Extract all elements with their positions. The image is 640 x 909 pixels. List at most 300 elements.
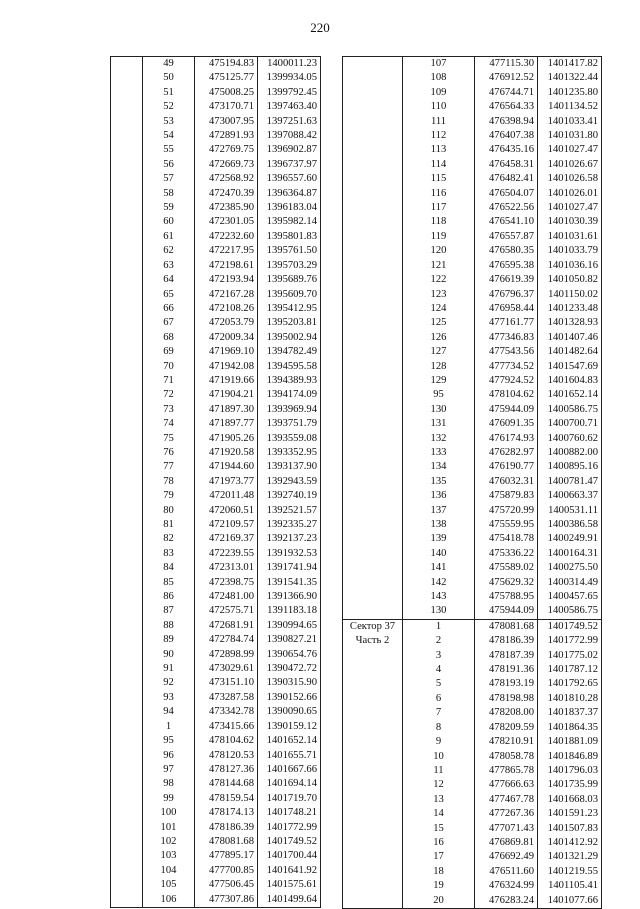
point-number: 57 [143,172,195,186]
section-cell [111,504,143,518]
section-cell [111,388,143,402]
section-cell [111,71,143,85]
coordinate-x: 478193.19 [475,677,538,691]
coordinate-y: 1400314.49 [538,576,602,590]
table-row [343,172,602,186]
coordinate-x: 476912.52 [475,71,538,85]
coordinates-table-right [342,56,602,909]
section-cell [111,662,143,676]
section-label-sector: Сектор 37 [349,620,396,632]
table-row [111,86,321,100]
section-cell [111,619,143,633]
coordinate-x: 472784.74 [195,633,258,647]
section-cell [343,230,403,244]
coordinate-y: 1396183.04 [258,201,321,215]
coordinate-y: 1401412.92 [538,836,602,850]
table-row [111,849,321,863]
point-number: 9 [403,735,475,749]
coordinate-x: 472239.55 [195,547,258,561]
section-cell [343,331,403,345]
coordinate-y: 1390159.12 [258,720,321,734]
coordinate-y: 1395801.83 [258,230,321,244]
coordinate-y: 1401150.02 [538,288,602,302]
point-number: 105 [143,878,195,892]
coordinate-y: 1401050.82 [538,273,602,287]
coordinate-x: 471919.66 [195,374,258,388]
point-number: 81 [143,518,195,532]
table-row [111,749,321,763]
coordinate-y: 1401719.70 [258,792,321,806]
point-number: 67 [143,316,195,330]
coordinate-y: 1393969.94 [258,403,321,417]
section-cell [343,100,403,114]
coordinate-x: 476458.31 [475,158,538,172]
coordinate-y: 1401031.61 [538,230,602,244]
table-row [111,619,321,633]
point-number: 1 [143,720,195,734]
coordinate-y: 1401482.64 [538,345,602,359]
section-cell [343,360,403,374]
section-label-cell [343,619,403,908]
coordinate-x: 476580.35 [475,244,538,258]
coordinate-y: 1401796.03 [538,764,602,778]
section-cell [111,705,143,719]
point-number: 62 [143,244,195,258]
coordinate-y: 1400164.31 [538,547,602,561]
point-number: 127 [403,345,475,359]
coordinate-x: 472193.94 [195,273,258,287]
point-number: 65 [143,288,195,302]
coordinate-x: 476482.41 [475,172,538,186]
point-number: 7 [403,706,475,720]
point-number: 140 [403,547,475,561]
point-number: 13 [403,793,475,807]
coordinate-x: 477506.45 [195,878,258,892]
coordinate-y: 1400586.75 [538,403,602,417]
section-cell [343,244,403,258]
point-number: 91 [143,662,195,676]
coordinate-y: 1393137.90 [258,460,321,474]
section-cell [111,475,143,489]
coordinate-x: 476522.56 [475,201,538,215]
coordinate-x: 476032.31 [475,475,538,489]
coordinate-y: 1396557.60 [258,172,321,186]
section-cell [111,792,143,806]
coordinate-y: 1392740.19 [258,489,321,503]
coordinate-x: 478081.68 [475,619,538,634]
section-cell [111,259,143,273]
table-row [111,561,321,575]
point-number: 52 [143,100,195,114]
table-row [343,288,602,302]
table-row [343,331,602,345]
coordinate-y: 1395203.81 [258,316,321,330]
coordinate-y: 1401604.83 [538,374,602,388]
point-number: 118 [403,215,475,229]
table-row [111,691,321,705]
table-row [111,648,321,662]
coordinate-y: 1400895.16 [538,460,602,474]
coordinate-y: 1390994.65 [258,619,321,633]
coordinate-x: 473029.61 [195,662,258,676]
coordinate-x: 472898.99 [195,648,258,662]
section-cell [111,676,143,690]
point-number: 142 [403,576,475,590]
point-number: 138 [403,518,475,532]
point-number: 128 [403,360,475,374]
coordinate-y: 1395761.50 [258,244,321,258]
point-number: 71 [143,374,195,388]
section-cell [343,460,403,474]
section-cell [343,201,403,215]
section-cell [343,158,403,172]
coordinates-table-left [110,56,321,908]
coordinate-x: 472470.39 [195,187,258,201]
coordinate-y: 1392943.59 [258,475,321,489]
coordinate-y: 1400531.11 [538,504,602,518]
point-number: 64 [143,273,195,287]
point-number: 95 [403,388,475,402]
coordinate-x: 476958.44 [475,302,538,316]
coordinate-x: 477267.36 [475,807,538,821]
coordinate-y: 1401031.80 [538,129,602,143]
coordinate-y: 1401328.93 [538,316,602,330]
coordinate-y: 1400457.65 [538,590,602,604]
coordinate-x: 472398.75 [195,576,258,590]
table-row [111,777,321,791]
table-row [111,705,321,719]
section-cell [343,561,403,575]
coordinate-y: 1399792.45 [258,86,321,100]
point-number: 19 [403,879,475,893]
coordinate-y: 1401652.14 [538,388,602,402]
coordinate-x: 476091.35 [475,417,538,431]
point-number: 107 [403,57,475,72]
coordinate-x: 478191.36 [475,663,538,677]
section-cell [343,215,403,229]
table-row [111,158,321,172]
coordinate-y: 1393559.08 [258,432,321,446]
coordinate-x: 472232.60 [195,230,258,244]
section-cell [111,57,143,72]
coordinate-x: 477115.30 [475,57,538,72]
coordinate-x: 472108.26 [195,302,258,316]
coordinate-y: 1400760.62 [538,432,602,446]
section-cell [111,172,143,186]
coordinate-y: 1401499.64 [258,893,321,908]
section-cell [111,158,143,172]
table-row [111,864,321,878]
point-number: 98 [143,777,195,791]
section-cell [111,446,143,460]
coordinate-y: 1390090.65 [258,705,321,719]
coordinate-x: 473415.66 [195,720,258,734]
table-row [111,57,321,72]
section-cell [111,806,143,820]
coordinate-y: 1390472.72 [258,662,321,676]
section-cell [111,849,143,863]
coordinate-y: 1401735.99 [538,778,602,792]
coordinate-x: 472011.48 [195,489,258,503]
coordinate-x: 472109.57 [195,518,258,532]
point-number: 55 [143,143,195,157]
section-cell [111,331,143,345]
table-row [111,532,321,546]
table-row [343,100,602,114]
table-row [343,532,602,546]
coordinate-y: 1401417.82 [538,57,602,72]
table-row [111,518,321,532]
coordinate-y: 1391741.94 [258,561,321,575]
section-cell [343,187,403,201]
coordinate-y: 1401846.89 [538,750,602,764]
coordinate-y: 1395703.29 [258,259,321,273]
table-row [343,129,602,143]
point-number: 106 [143,893,195,908]
coordinate-y: 1401219.55 [538,865,602,879]
coordinate-y: 1396364.87 [258,187,321,201]
coordinate-y: 1394782.49 [258,345,321,359]
coordinate-y: 1401749.52 [258,835,321,849]
section-cell [343,143,403,157]
point-number: 18 [403,865,475,879]
coordinate-y: 1394595.58 [258,360,321,374]
coordinate-y: 1401575.61 [258,878,321,892]
coordinate-y: 1392335.27 [258,518,321,532]
coordinate-x: 472891.93 [195,129,258,143]
table-row [343,244,602,258]
coordinate-x: 471904.21 [195,388,258,402]
section-cell [111,835,143,849]
coordinate-y: 1401810.28 [538,692,602,706]
coordinate-x: 475879.83 [475,489,538,503]
table-row [343,360,602,374]
table-row [111,662,321,676]
section-cell [111,763,143,777]
table-row [111,446,321,460]
coordinate-x: 477895.17 [195,849,258,863]
coordinate-x: 478081.68 [195,835,258,849]
table-row [343,345,602,359]
coordinate-y: 1401694.14 [258,777,321,791]
coordinate-y: 1400011.23 [258,57,321,72]
section-cell [111,691,143,705]
table-row [343,158,602,172]
coordinate-x: 475336.22 [475,547,538,561]
table-row [343,143,602,157]
point-number: 119 [403,230,475,244]
coordinate-y: 1391932.53 [258,547,321,561]
section-cell [111,734,143,748]
coordinate-x: 476511.60 [475,865,538,879]
coordinate-y: 1400700.71 [538,417,602,431]
section-cell [111,893,143,908]
section-cell [343,590,403,604]
point-number: 125 [403,316,475,330]
coordinate-x: 473342.78 [195,705,258,719]
point-number: 12 [403,778,475,792]
table-row [111,115,321,129]
coordinate-x: 477666.63 [475,778,538,792]
coordinate-x: 472568.92 [195,172,258,186]
table-row [111,403,321,417]
coordinate-y: 1394174.09 [258,388,321,402]
coordinate-x: 471905.26 [195,432,258,446]
coordinate-x: 478174.13 [195,806,258,820]
table-row [111,806,321,820]
coordinate-y: 1400663.37 [538,489,602,503]
coordinate-x: 472313.01 [195,561,258,575]
table-row [343,230,602,244]
coordinate-y: 1395002.94 [258,331,321,345]
section-cell [343,172,403,186]
coordinate-x: 476398.94 [475,115,538,129]
coordinate-y: 1391541.35 [258,576,321,590]
point-number: 115 [403,172,475,186]
point-number: 89 [143,633,195,647]
section-cell [111,720,143,734]
table-row [343,316,602,330]
table-row [343,388,602,402]
coordinate-y: 1401235.80 [538,86,602,100]
page-number: 220 [310,20,330,35]
coordinate-y: 1400882.00 [538,446,602,460]
coordinate-x: 473287.58 [195,691,258,705]
point-number: 17 [403,850,475,864]
section-cell [343,288,403,302]
coordinate-x: 476435.16 [475,143,538,157]
coordinate-x: 478104.62 [475,388,538,402]
section-cell [343,302,403,316]
point-number: 88 [143,619,195,633]
coordinate-y: 1401026.01 [538,187,602,201]
table-row [111,504,321,518]
section-cell [111,86,143,100]
table-row [343,547,602,561]
table-row [343,518,602,532]
coordinate-x: 477924.52 [475,374,538,388]
point-number: 49 [143,57,195,72]
table-row [111,288,321,302]
table-row [111,360,321,374]
section-cell [343,518,403,532]
coordinate-y: 1401105.41 [538,879,602,893]
table-row [111,100,321,114]
point-number: 63 [143,259,195,273]
point-number: 59 [143,201,195,215]
section-cell [343,446,403,460]
section-cell [111,201,143,215]
coordinate-x: 472169.37 [195,532,258,546]
point-number: 4 [403,663,475,677]
coordinate-y: 1401027.47 [538,143,602,157]
section-cell [111,432,143,446]
coordinate-x: 477700.85 [195,864,258,878]
table-row [343,215,602,229]
point-number: 2 [403,634,475,648]
coordinate-x: 478159.54 [195,792,258,806]
coordinate-x: 478144.68 [195,777,258,791]
coordinate-y: 1397251.63 [258,115,321,129]
point-number: 137 [403,504,475,518]
coordinate-x: 477307.86 [195,893,258,908]
point-number: 86 [143,590,195,604]
point-number: 87 [143,604,195,618]
coordinate-y: 1393751.79 [258,417,321,431]
section-cell [111,821,143,835]
coordinate-x: 477071.43 [475,822,538,836]
section-label-part: Часть 2 [355,635,390,647]
coordinate-y: 1401652.14 [258,734,321,748]
point-number: 103 [143,849,195,863]
coordinate-x: 478186.39 [475,634,538,648]
table-row [111,590,321,604]
table-row [111,71,321,85]
point-number: 130 [403,403,475,417]
coordinate-y: 1401033.79 [538,244,602,258]
coordinate-y: 1391183.18 [258,604,321,618]
table-row [111,720,321,734]
table-row [111,792,321,806]
coordinate-x: 471973.77 [195,475,258,489]
coordinate-x: 478210.91 [475,735,538,749]
point-number: 73 [143,403,195,417]
coordinate-x: 477865.78 [475,764,538,778]
coordinate-x: 475944.09 [475,604,538,619]
point-number: 139 [403,532,475,546]
coordinate-y: 1392521.57 [258,504,321,518]
table-row [343,446,602,460]
point-number: 10 [403,750,475,764]
coordinate-y: 1400586.75 [538,604,602,619]
coordinate-y: 1401033.41 [538,115,602,129]
table-row [111,676,321,690]
table-row [111,345,321,359]
section-cell [111,604,143,618]
table-row [111,432,321,446]
section-cell [343,273,403,287]
coordinate-y: 1395412.95 [258,302,321,316]
point-number: 104 [143,864,195,878]
table-row [111,187,321,201]
section-cell [111,215,143,229]
table-row [111,475,321,489]
coordinate-y: 1397463.40 [258,100,321,114]
coordinate-y: 1401667.66 [258,763,321,777]
point-number: 121 [403,259,475,273]
section-cell [111,302,143,316]
point-number: 110 [403,100,475,114]
coordinate-x: 475418.78 [475,532,538,546]
point-number: 135 [403,475,475,489]
coordinate-x: 476595.38 [475,259,538,273]
table-row [111,273,321,287]
coordinate-y: 1395689.76 [258,273,321,287]
coordinate-y: 1400249.91 [538,532,602,546]
coordinate-x: 475559.95 [475,518,538,532]
coordinate-x: 473151.10 [195,676,258,690]
section-cell [343,604,403,619]
point-number: 80 [143,504,195,518]
section-cell [111,489,143,503]
coordinate-y: 1401322.44 [538,71,602,85]
point-number: 99 [143,792,195,806]
section-cell [343,532,403,546]
section-cell [111,374,143,388]
section-cell [111,417,143,431]
table-row [343,71,602,85]
table-row [111,460,321,474]
